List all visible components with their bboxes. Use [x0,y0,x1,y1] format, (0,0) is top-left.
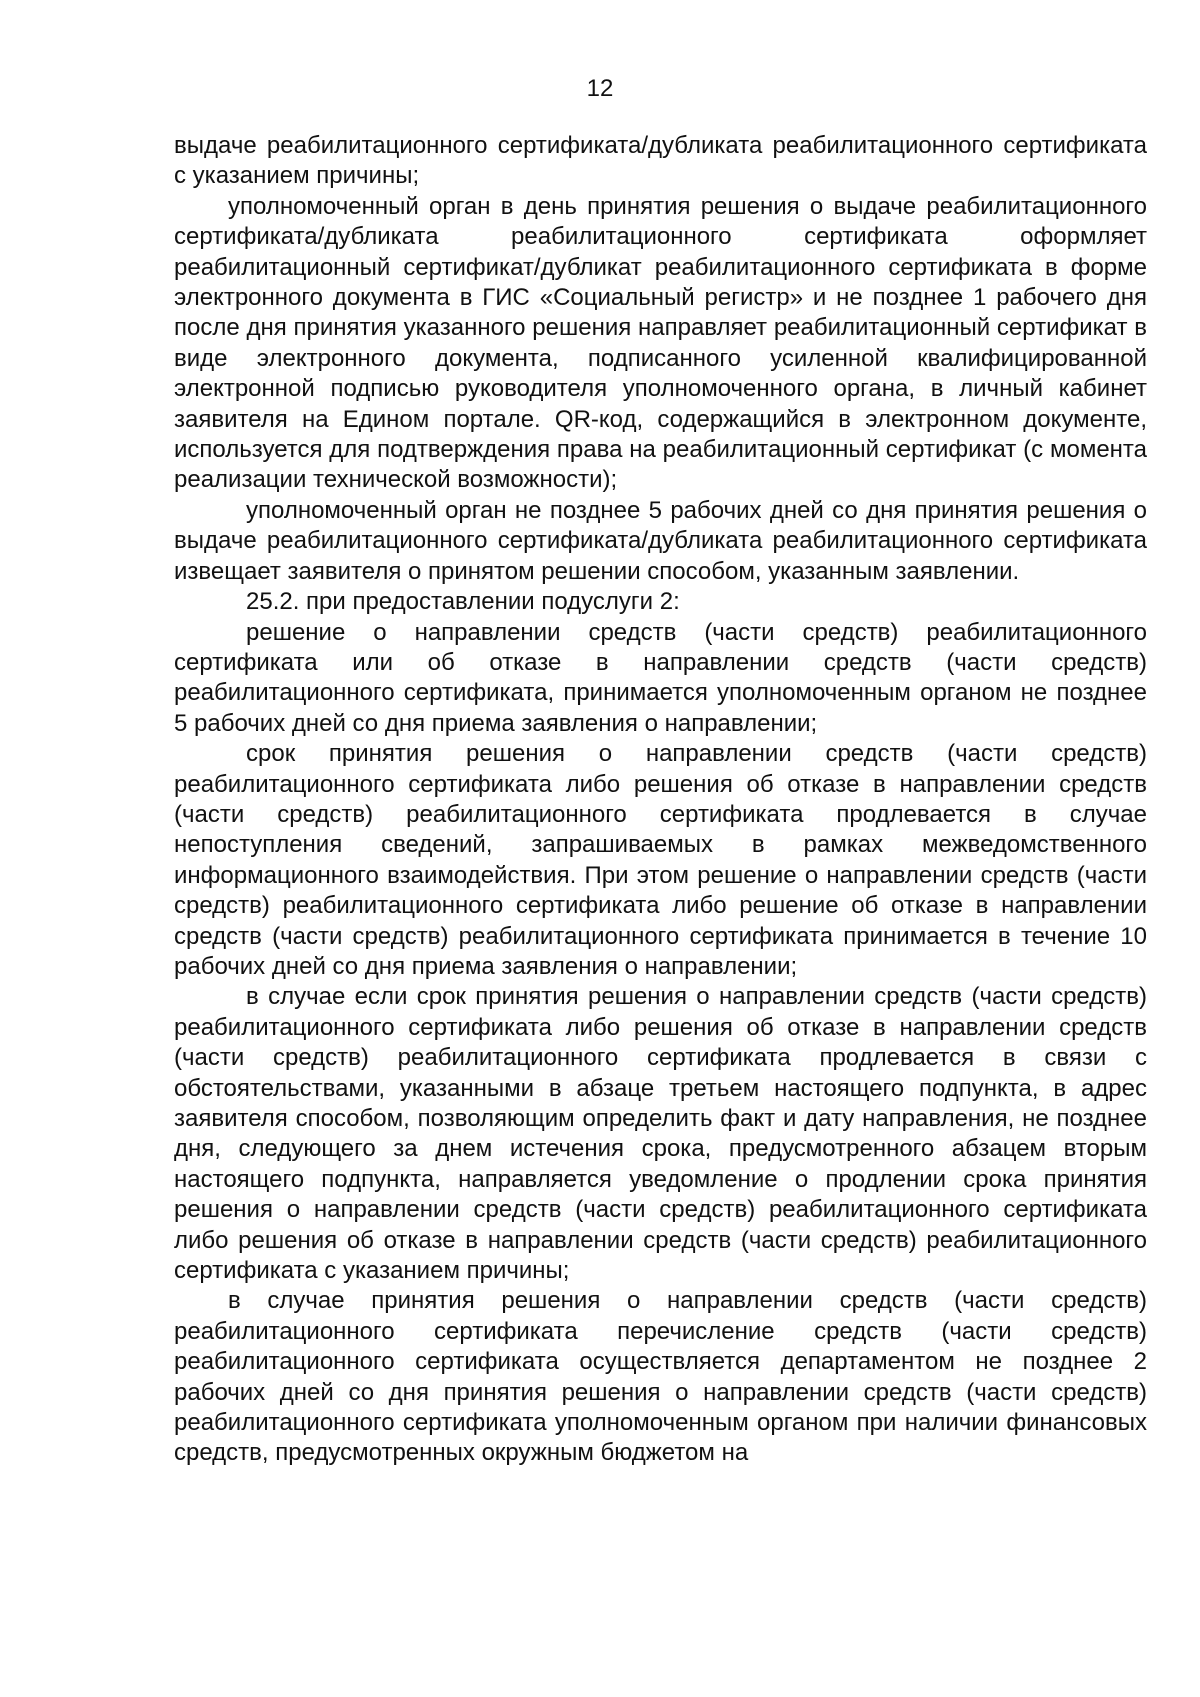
paragraph: срок принятия решения о направлении средств (части средств) реабилитационного сертификата либо решения об отказе в направлении средств (части средств) реабилитационного сертификата продлевается в случае непоступления сведений, запрашиваемых в рамках межведомственного информационного взаимодействия. При этом решение о направлении средств (части средств) реабилитационного сертификата либо решение об отказе в направлении средств (части средств) реабилитационного сертификата принимается в течение 10 рабочих дней со дня приема заявления о направлении; [174,740,1147,980]
paragraph: решение о направлении средств (части средств) реабилитационного сертификата или об отказе в направлении средств (части средств) реабилитационного сертификата, принимается уполномоченным органом не позднее 5 рабочих дней со дня приема заявления о направлении; [174,618,1147,737]
paragraph: в случае если срок принятия решения о направлении средств (части средств) реабилитационного сертификата либо решения об отказе в направлении средств (части средств) реабилитационного сертификата продлевается в связи с обстоятельствами, указанными в абзаце третьем настоящего подпункта, в адрес заявителя способом, позволяющим определить факт и дату направления, не позднее дня, следующего за днем истечения срока, предусмотренного абзацем вторым настоящего подпункта, направляется уведомление о продлении срока принятия решения о направлении средств (части средств) реабилитационного сертификата либо решения об отказе в направлении средств (части средств) реабилитационного сертификата с указанием причины; [174,983,1147,1285]
paragraph: в случае принятия решения о направлении средств (части средств) реабилитационного сертификата перечисление средств (части средств) реабилитационного сертификата осуществляется департаментом не позднее 2 рабочих дней со дня принятия решения о направлении средств (части средств) реабилитационного сертификата уполномоченным органом при наличии финансовых средств, предусмотренных окружным бюджетом на [174,1287,1147,1467]
paragraph: уполномоченный орган не позднее 5 рабочих дней со дня принятия решения о выдаче реабилитационного сертификата/дубликата реабилитационного сертификата извещает заявителя о принятом решении способом, указанным заявлении. [174,496,1147,585]
paragraph: уполномоченный орган в день принятия решения о выдаче реабилитационного сертификата/дубликата реабилитационного сертификата оформляет реабилитационный сертификат/дубликат реабилитационного сертификата в форме электронного документа в ГИС «Социальный регистр» и не позднее 1 рабочего дня после дня принятия указанного решения направляет реабилитационный сертификат в виде электронного документа, подписанного усиленной квалифицированной электронной подписью руководителя уполномоченного органа, в личный кабинет заявителя на Едином портале. QR-код, содержащийся в электронном документе, используется для подтверждения права на реабилитационный сертификат (с момента реализации технической возможности); [174,192,1147,494]
paragraph: 25.2. при предоставлении подуслуги 2: [246,588,680,616]
paragraph: выдаче реабилитационного сертификата/дубликата реабилитационного сертификата с указанием причины; [174,132,1147,190]
document-body [174,131,1147,1469]
page-number: 12 [586,75,614,102]
